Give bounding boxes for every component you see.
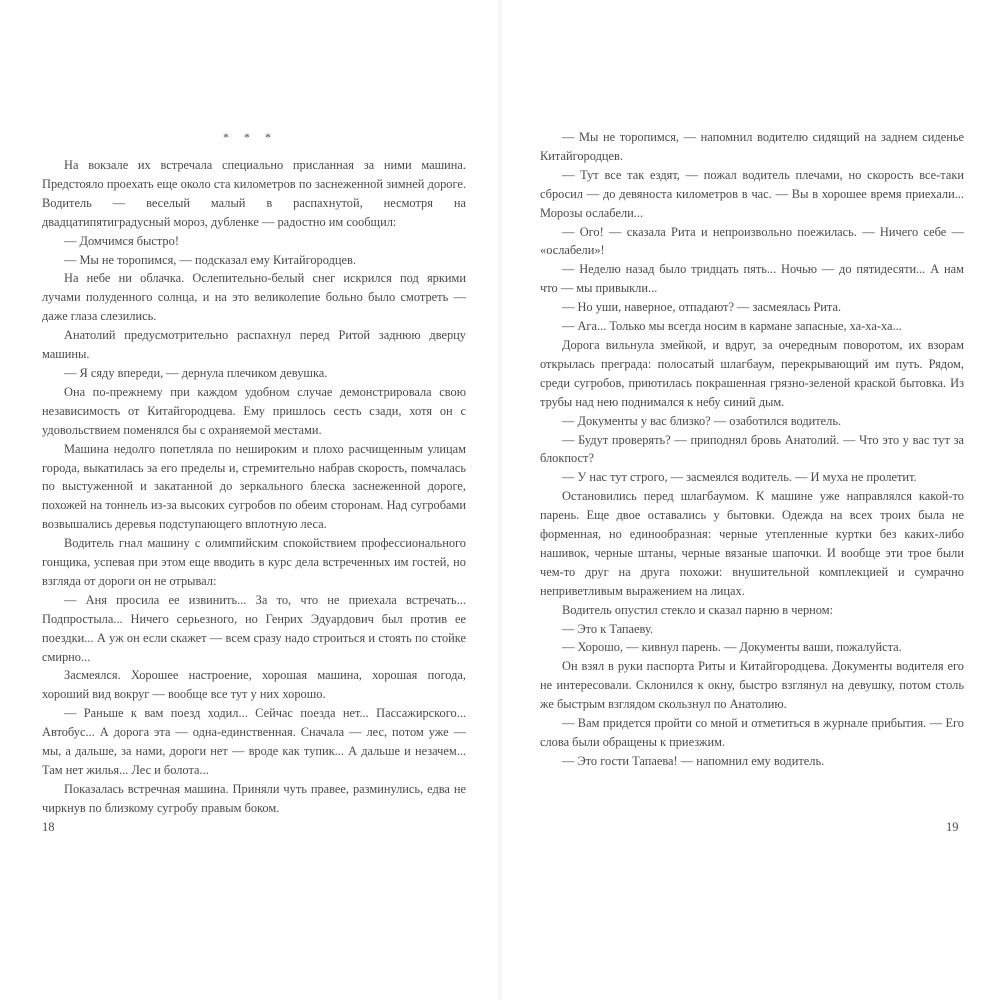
- page-number: 18: [42, 820, 55, 834]
- left-page-text: [42, 156, 466, 818]
- paragraph: Показалась встречная машина. Приняли чуть правее, разминулись, едва не чиркнув по близкому сугробу правым боком.: [42, 781, 466, 815]
- paragraph: Он взял в руки паспорта Риты и Китайгородцева. Документы водителя его не интересовали. Склонился к окну, быстро взглянул на девушку, потом столь же быстрым взглядом скользнул по Анатолию.: [540, 659, 964, 712]
- paragraph: — Будут проверять? — приподнял бровь Анатолий. — Что это у вас тут за блокпост?: [540, 432, 964, 466]
- paragraph: На небе ни облачка. Ослепительно-белый снег искрился под яркими лучами полуденного солнца, и на это великолепие больно было смотреть — даже глаза слезились.: [42, 271, 466, 324]
- paragraph: — Но уши, наверное, отпадают? — засмеялась Рита.: [562, 300, 842, 315]
- page-number: 19: [946, 820, 959, 834]
- paragraph: Водитель опустил стекло и сказал парню в черном:: [562, 602, 834, 617]
- paragraph: — Вам придется пройти со мной и отметиться в журнале прибытия. — Его слова были обращены к приезжим.: [540, 716, 964, 749]
- paragraph: — Это к Тапаеву.: [562, 621, 654, 636]
- paragraph: — Неделю назад было тридцать пять... Ночью — до пятидесяти... А нам что — мы привыкли...: [540, 262, 964, 296]
- right-page: [500, 0, 1000, 1000]
- paragraph: — Аня просила ее извинить... За то, что не приехала встречать... Подпростыла... Ничего серьезного, но Генрих Эдуардович был против ее поездки... А уж он если скажет — всем сразу надо строиться и стоять по стойке смирно...: [42, 592, 466, 664]
- paragraph: — Тут все так ездят, — пожал водитель плечами, но скорость все-таки сбросил — до девяноста километров в час. — Вы в хорошее время приехали... Морозы ослабели...: [540, 167, 964, 220]
- paragraph: На вокзале их встречала специально присланная за ними машина. Предстояло проехать еще около ста километров по заснеженной зимней дороге. Водитель — веселый малый в распахнутой, несмотря на двадцатипятиградусный мороз, дубленке — радостно им сообщил:: [42, 158, 466, 229]
- paragraph: — Документы у вас близко? — озаботился водитель.: [562, 413, 842, 428]
- paragraph: Она по-прежнему при каждом удобном случае демонстрировала свою независимость от Китайгородцева. Ему пришлось сесть сзади, хотя он с удовольствием поменялся бы с охраняемой местами.: [42, 384, 466, 437]
- paragraph: — Мы не торопимся, — подсказал ему Китайгородцев.: [64, 252, 356, 267]
- paragraph: Машина недолго попетляла по нешироким и плохо расчищенным улицам города, выкатилась за его пределы и, стремительно набрав скорость, помчалась по выстуженной и закатанной до зеркального блеска заснеженной дороге, похожей на тоннель из-за высоких сугробов по обеим сторонам. Над сугробами возвышались деревья подступающего вплотную леса.: [42, 441, 466, 532]
- paragraph: — Раньше к вам поезд ходил... Сейчас поезда нет... Пассажирского... Автобус... А дорога эта — одна-единственная. Сначала — лес, потом уже — мы, а дальше, за нами, дороги нет — вроде как тупик... А дальше и незачем... Там нет жилья... Лес и болота...: [42, 706, 466, 777]
- paragraph: Анатолий предусмотрительно распахнул перед Ритой заднюю дверцу машины.: [42, 328, 466, 362]
- paragraph: — Ого! — сказала Рита и непроизвольно поежилась. — Ничего себе — «ослабели»!: [540, 224, 964, 258]
- paragraph: — У нас тут строго, — засмеялся водитель. — И муха не пролетит.: [562, 470, 917, 485]
- right-page-text: [540, 128, 964, 771]
- paragraph: — Хорошо, — кивнул парень. — Документы ваши, пожалуйста.: [562, 640, 902, 655]
- paragraph: — Домчимся быстро!: [64, 233, 179, 248]
- paragraph: Засмеялся. Хорошее настроение, хорошая машина, хорошая погода, хороший вид вокруг — вообще все тут у них хорошо.: [42, 668, 466, 702]
- paragraph: Остановились перед шлагбаумом. К машине уже направлялся какой-то парень. Еще двое оставались у бытовки. Одежда на всех троих была не форменная, но единообразная: черные утепленные куртки без каких-либо нашивок, черные штаны, черные вязаные шапочки. И вообще эти трое были чем-то друг на друга похожи: внушительной комплекцией и сумрачно неприветливым выражением на лицах.: [540, 489, 964, 598]
- paragraph: — Мы не торопимся, — напомнил водителю сидящий на заднем сиденье Китайгородцев.: [540, 130, 964, 163]
- paragraph: Дорога вильнула змейкой, и вдруг, за очередным поворотом, их взорам открылась преграда: полосатый шлагбаум, перекрывающий им путь. Рядом, среди сугробов, приютилась покрашенная грязно-зеленой краской бытовка. Из трубы над нею поднимался к небу синий дым.: [540, 337, 964, 409]
- paragraph: — Ага... Только мы всегда носим в кармане запасные, ха-ха-ха...: [562, 319, 902, 334]
- paragraph: Водитель гнал машину с олимпийским спокойствием профессионального гонщика, успевая при этом еще вводить в курс дела встреченных им гостей, но взгляда от дороги он не отрывал:: [42, 536, 466, 588]
- paragraph: — Я сяду впереди, — дернула плечиком девушка.: [64, 365, 328, 380]
- paragraph: — Это гости Тапаева! — напомнил ему водитель.: [562, 753, 825, 768]
- scene-break: * * *: [223, 130, 277, 144]
